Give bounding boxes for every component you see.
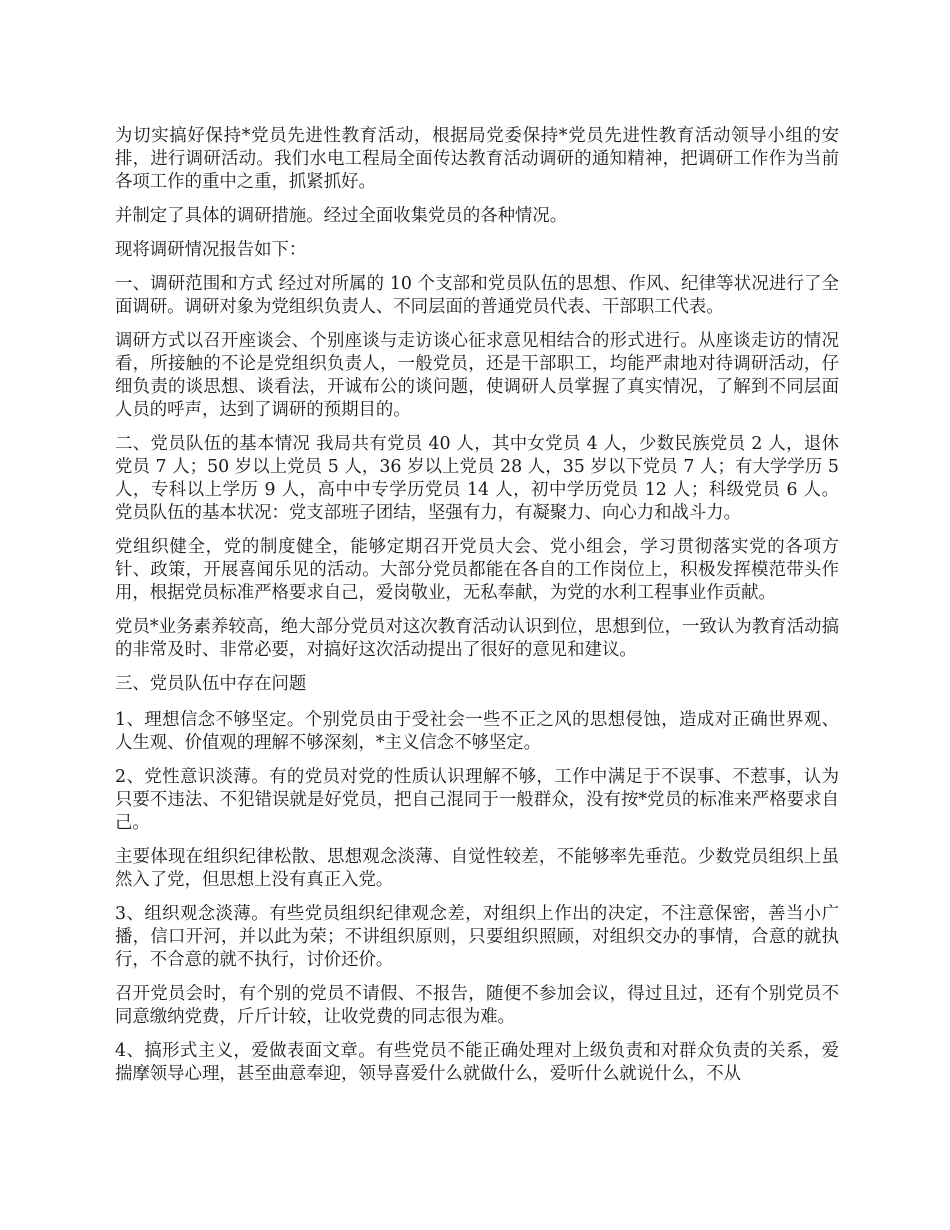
body-paragraph: 调研方式以召开座谈会、个别座谈与走访谈心征求意见相结合的形式进行。从座谈走访的情况看，所接触的不论是党组织负责人，一般党员，还是干部职工，均能严肃地对待调研活动，仔细负责的谈思想、谈看法，开诚布公的谈问题，使调研人员掌握了真实情况，了解到不同层面人员的呼声，达到了调研的预期目的。 — [115, 331, 839, 420]
body-paragraph: 主要体现在组织纪律松散、思想观念淡薄、自觉性较差，不能够率先垂范。少数党员组织上虽然入了党，但思想上没有真正入党。 — [115, 847, 839, 890]
body-paragraph: 党员*业务素养较高，绝大部分党员对这次教育活动认识到位，思想到位，一致认为教育活动搞的非常及时、非常必要，对搞好这次活动提出了很好的意见和建议。 — [115, 617, 839, 660]
section-2-paragraph: 二、党员队伍的基本情况 我局共有党员 40 人，其中女党员 4 人，少数民族党员 2 人，退休党员 7 人；50 岁以上党员 5 人，36 岁以上党员 28 人，35 岁以下党员 7 人；有大学学历 5 人，专科以上学历 9 人，高中中专学历党员 14 人，初中学历党员 12 人；科级党员 6 人。 党员队伍的基本状况：党支部班子团结，坚强有力，有凝聚力、向心力和战斗力。 — [115, 434, 839, 523]
intro-paragraph: 为切实搞好保持*党员先进性教育活动，根据局党委保持*党员先进性教育活动领导小组的安排，进行调研活动。我们水电工程局全面传达教育活动调研的通知精神，把调研工作作为当前各项工作的重中之重，抓紧抓好。 — [115, 126, 839, 192]
section-1-paragraph: 一、调研范围和方式 经过对所属的 10 个支部和党员队伍的思想、作风、纪律等状况进行了全面调研。调研对象为党组织负责人、不同层面的普通党员代表、干部职工代表。 — [115, 274, 839, 317]
problem-item-3: 3、组织观念淡薄。有些党员组织纪律观念差，对组织上作出的决定，不注意保密，善当小广播，信口开河，并以此为荣；不讲组织原则，只要组织照顾，对组织交办的事情，合意的就执行，不合意的就不执行，讨价还价。 — [115, 904, 839, 970]
document-body — [115, 125, 839, 1097]
section-3-heading: 三、党员队伍中存在问题 — [115, 674, 307, 694]
problem-item-1: 1、理想信念不够坚定。个别党员由于受社会一些不正之风的思想侵蚀，造成对正确世界观、人生观、价值观的理解不够深刻，*主义信念不够坚定。 — [115, 710, 839, 753]
report-lead-paragraph: 现将调研情况报告如下： — [115, 240, 307, 260]
problem-item-4: 4、搞形式主义，爱做表面文章。有些党员不能正确处理对上级负责和对群众负责的关系，爱揣摩领导心理，甚至曲意奉迎，领导喜爱什么就做什么，爱听什么就说什么，不从 — [115, 1041, 839, 1084]
body-paragraph: 召开党员会时，有个别的党员不请假、不报告，随便不参加会议，得过且过，还有个别党员不同意缴纳党费，斤斤计较，让收党费的同志很为难。 — [115, 984, 839, 1027]
problem-item-2: 2、党性意识淡薄。有的党员对党的性质认识理解不够，工作中满足于不误事、不惹事，认为只要不违法、不犯错误就是好党员，把自己混同于一般群众，没有按*党员的标准来严格要求自己。 — [115, 767, 839, 833]
body-paragraph: 党组织健全，党的制度健全，能够定期召开党员大会、党小组会，学习贯彻落实党的各项方针、政策，开展喜闻乐见的活动。大部分党员都能在各自的工作岗位上，积极发挥模范带头作用，根据党员标准严格要求自己，爱岗敬业，无私奉献，为党的水利工程事业作贡献。 — [115, 537, 839, 603]
body-paragraph: 并制定了具体的调研措施。经过全面收集党员的各种情况。 — [115, 206, 568, 226]
